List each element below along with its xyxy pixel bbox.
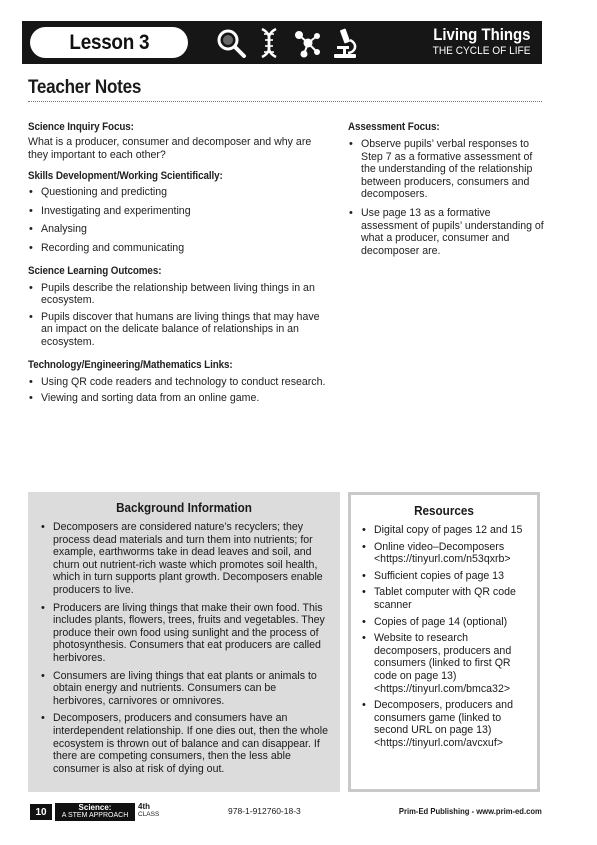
left-column [28, 120, 328, 405]
resources-list [351, 524, 537, 750]
skills-list [28, 186, 328, 254]
topic-subtitle: THE CYCLE OF LIFE [432, 45, 530, 57]
background-title: Background Information [116, 500, 252, 515]
brand-line-1: Science: [78, 803, 112, 812]
list-item: • Copies of page 14 (optional) [361, 616, 529, 629]
skills-heading: Skills Development/Working Scientifically: [28, 170, 223, 183]
list-item: • Sufficient copies of page 13 [361, 570, 529, 583]
list-item: • Viewing and sorting data from an online game. [28, 392, 328, 405]
list-item: • Questioning and predicting [28, 186, 328, 199]
outcomes-heading: Science Learning Outcomes: [28, 264, 162, 277]
list-item: • Pupils discover that humans are living things that may have an impact on the delicate balance of relationships in an ecosystem. [28, 311, 328, 349]
background-information-box [28, 492, 340, 792]
dna-icon [252, 26, 286, 60]
outcomes-list [28, 282, 328, 349]
series-brand-logo [55, 803, 135, 821]
inquiry-text: What is a producer, consumer and decomposer and why are they important to each other? [28, 136, 312, 161]
lesson-label: Lesson 3 [69, 30, 149, 54]
lesson-header-banner [22, 21, 542, 64]
list-item: • Website to research decomposers, producers and consumers (linked to first QR code on page 13) <https://tinyurl.com/bmca32> [361, 632, 529, 695]
right-column [348, 120, 544, 257]
list-item: • Analysing [28, 223, 328, 236]
assessment-list [348, 138, 544, 257]
resources-box [348, 492, 540, 792]
assessment-heading: Assessment Focus: [348, 121, 440, 133]
class-line-1: 4th [138, 802, 150, 811]
list-item: • Use page 13 as a formative assessment of pupils’ understanding of what a producer, consumer and decomposer are. [348, 207, 544, 257]
class-level [138, 803, 159, 819]
publisher-credit: Prim-Ed Publishing - www.prim-ed.com [399, 806, 542, 816]
list-item: • Decomposers, producers and consumers have an interdependent relationship. If one dies out, then the whole ecosystem is thrown out of balance and can disappear. If there are competing consumers, then the less able consumer is also at risk of dying out. [40, 712, 330, 775]
lesson-label-pill [30, 27, 188, 58]
list-item: • Digital copy of pages 12 and 15 [361, 524, 529, 537]
topic-title-block [420, 25, 531, 58]
page-title: Teacher Notes [28, 77, 142, 98]
topic-title: Living Things [432, 25, 530, 44]
class-line-2: CLASS [138, 811, 160, 818]
list-item: • Investigating and experimenting [28, 205, 328, 218]
magnifier-icon [214, 26, 248, 60]
molecule-icon [290, 26, 324, 60]
list-item: • Online video–Decomposers <https://tinyurl.com/n53qxrb> [361, 541, 529, 566]
page-number: 10 [30, 804, 52, 820]
list-item: • Pupils describe the relationship between living things in an ecosystem. [28, 282, 328, 307]
links-list [28, 376, 328, 405]
inquiry-heading: Science Inquiry Focus: [28, 121, 134, 133]
list-item: • Tablet computer with QR code scanner [361, 586, 529, 611]
list-item: • Decomposers are considered nature’s recyclers; they process dead materials and turn them into nutrients; for example, earthworms take in dead leaves and soil, and churn out nutrient-rich waste which promotes soil health, which in turn supports plant growth. Decomposers enable producers to live. [40, 521, 330, 597]
isbn: 978-1-912760-18-3 [228, 806, 301, 816]
page-footer [28, 803, 542, 821]
resources-title: Resources [414, 503, 474, 518]
links-heading: Technology/Engineering/Mathematics Links: [28, 358, 233, 371]
microscope-icon [328, 26, 362, 60]
list-item: • Recording and communicating [28, 242, 328, 255]
list-item: • Consumers are living things that eat plants or animals to obtain energy and nutrients. Consumers can be herbivores, carnivores or omnivores. [40, 670, 330, 708]
list-item: • Decomposers, producers and consumers game (linked to second URL on page 13) <https://tinyurl.com/avcxuf> [361, 699, 529, 749]
background-list [28, 521, 340, 775]
list-item: • Producers are living things that make their own food. This includes plants, flowers, trees, fruits and vegetables. They produce their own food using sunlight and the process of photosynthesis. Consumers that eat producers are called herbivores. [40, 602, 330, 665]
list-item: • Observe pupils’ verbal responses to Step 7 as a formative assessment of the understanding of the relationship between producers, consumers and decomposers. [348, 138, 544, 201]
dotted-divider [28, 101, 542, 102]
brand-line-2: A STEM APPROACH [61, 812, 129, 819]
list-item: • Using QR code readers and technology to conduct research. [28, 376, 328, 389]
